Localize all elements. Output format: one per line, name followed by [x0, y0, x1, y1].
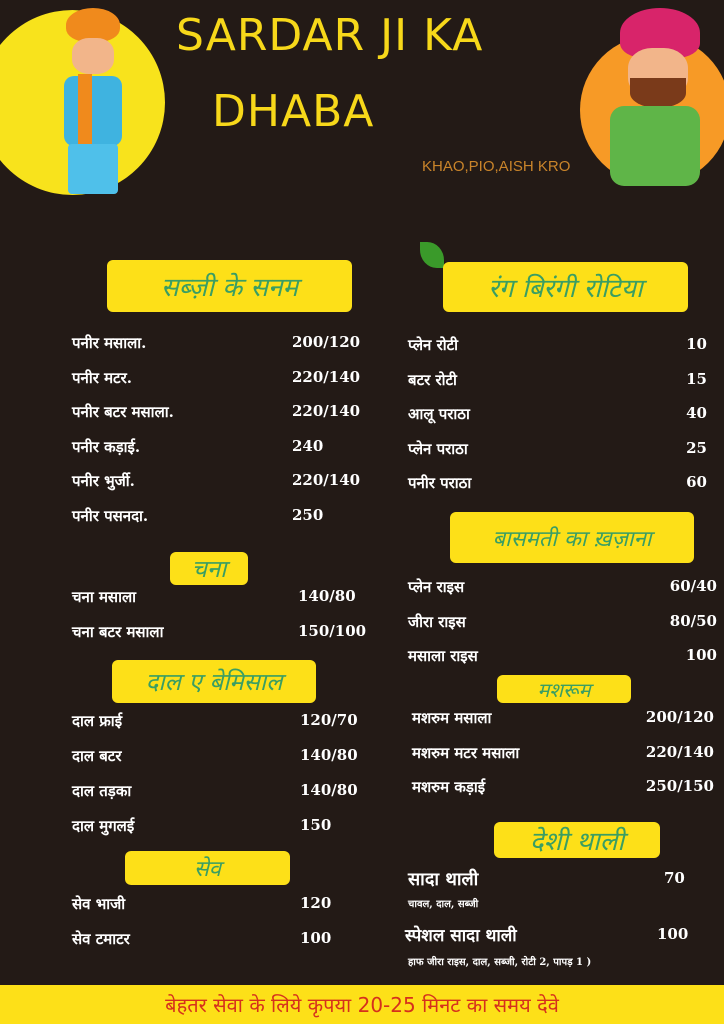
section-header-thali: देशी थाली: [494, 822, 660, 858]
menu-item-name: पनीर पराठा: [408, 474, 472, 492]
menu-item-price: 140/80: [298, 587, 356, 605]
menu-item-price: 150/100: [298, 621, 367, 640]
menu-item-name: बटर रोटी: [408, 370, 457, 389]
section-header-dal: दाल ए बेमिसाल: [112, 660, 316, 703]
restaurant-name-line2: DHABA: [212, 86, 375, 137]
menu-item-price: 120: [300, 894, 332, 912]
menu-item-name: सेव टमाटर: [72, 929, 130, 948]
menu-item-name: पनीर मटर.: [72, 368, 132, 387]
menu-item-price: 60: [686, 473, 707, 491]
thali-item-price: 70: [664, 869, 685, 887]
thali-item-name: स्पेशल सादा थाली: [405, 926, 517, 946]
right-mascot-figure: [600, 8, 710, 188]
left-mascot-figure: [58, 8, 128, 198]
menu-item-name: प्लेन रोटी: [408, 336, 459, 354]
section-header-chana: चना: [170, 552, 248, 585]
menu-item-name: पनीर कड़ाई.: [72, 437, 141, 456]
menu-item-price: 240: [292, 436, 324, 455]
menu-item-name: दाल तड़का: [72, 782, 132, 800]
menu-item-name: पनीर बटर मसाला.: [72, 403, 174, 421]
menu-item-price: 220/140: [292, 471, 361, 489]
menu-item-price: 250/150: [645, 777, 714, 795]
menu-item-price: 100: [300, 928, 332, 947]
menu-item-price: 25: [686, 438, 707, 457]
menu-item-price: 10: [686, 335, 707, 353]
menu-item-price: 120/70: [300, 711, 358, 729]
footer-banner: बेहतर सेवा के लिये कृपया 20-25 मिनट का समय देवे: [0, 985, 724, 1024]
menu-item-price: 200/120: [292, 333, 361, 351]
menu-item-price: 80/50: [669, 611, 717, 630]
menu-item-name: दाल मुगलई: [72, 817, 135, 835]
section-header-rice: बासमती का ख़ज़ाना: [450, 512, 694, 563]
tagline: KHAO,PIO,AISH KRO: [422, 158, 571, 175]
thali-item-name: सादा थाली: [408, 869, 479, 890]
menu-item-name: प्लेन पराठा: [408, 439, 468, 458]
menu-item-price: 250: [292, 505, 324, 524]
section-header-mushroom: मशरूम: [497, 675, 631, 703]
thali-item-desc: चावल, दाल, सब्जी: [408, 899, 479, 910]
thali-item-desc: हाफ जीरा राइस, दाल, सब्जी, रोटी 2, पापड़ 1 ): [408, 957, 592, 968]
menu-item-name: दाल फ्राई: [72, 712, 123, 730]
thali-item-price: 100: [657, 925, 689, 943]
restaurant-name-line1: SARDAR JI KA: [176, 10, 484, 61]
menu-item-name: चना मसाला: [72, 588, 137, 606]
menu-item-name: मशरुम मसाला: [412, 709, 492, 727]
section-header-sabzi: सब्ज़ी के सनम: [107, 260, 352, 312]
menu-item-name: मशरुम कड़ाई: [412, 778, 486, 796]
menu-item-name: दाल बटर: [72, 747, 122, 765]
section-header-sev: सेव: [125, 851, 290, 885]
menu-item-price: 60/40: [669, 577, 717, 595]
section-header-roti: रंग बिरंगी रोटिया: [443, 262, 688, 312]
menu-item-name: पनीर पसनदा.: [72, 506, 149, 525]
menu-item-price: 140/80: [300, 746, 358, 764]
menu-item-price: 100: [685, 646, 717, 664]
menu-item-price: 220/140: [292, 367, 361, 386]
menu-item-name: आलू पराठा: [408, 405, 470, 423]
menu-item-name: मसाला राइस: [408, 647, 478, 665]
menu-item-name: सेव भाजी: [72, 895, 126, 913]
menu-item-price: 140/80: [300, 781, 358, 799]
menu-item-name: प्लेन राइस: [408, 578, 465, 596]
menu-item-price: 15: [686, 369, 707, 388]
menu-item-name: चना बटर मसाला: [72, 622, 164, 641]
leaf-icon: [420, 242, 444, 268]
menu-item-name: पनीर भुर्जी.: [72, 472, 135, 490]
menu-item-name: मशरुम मटर मसाला: [412, 743, 520, 762]
menu-item-price: 220/140: [645, 742, 714, 761]
menu-item-price: 220/140: [292, 402, 361, 420]
menu-item-price: 40: [686, 404, 707, 422]
menu-item-price: 200/120: [645, 708, 714, 726]
menu-item-name: पनीर मसाला.: [72, 334, 147, 352]
menu-item-price: 150: [300, 816, 332, 834]
menu-item-name: जीरा राइस: [408, 612, 466, 631]
